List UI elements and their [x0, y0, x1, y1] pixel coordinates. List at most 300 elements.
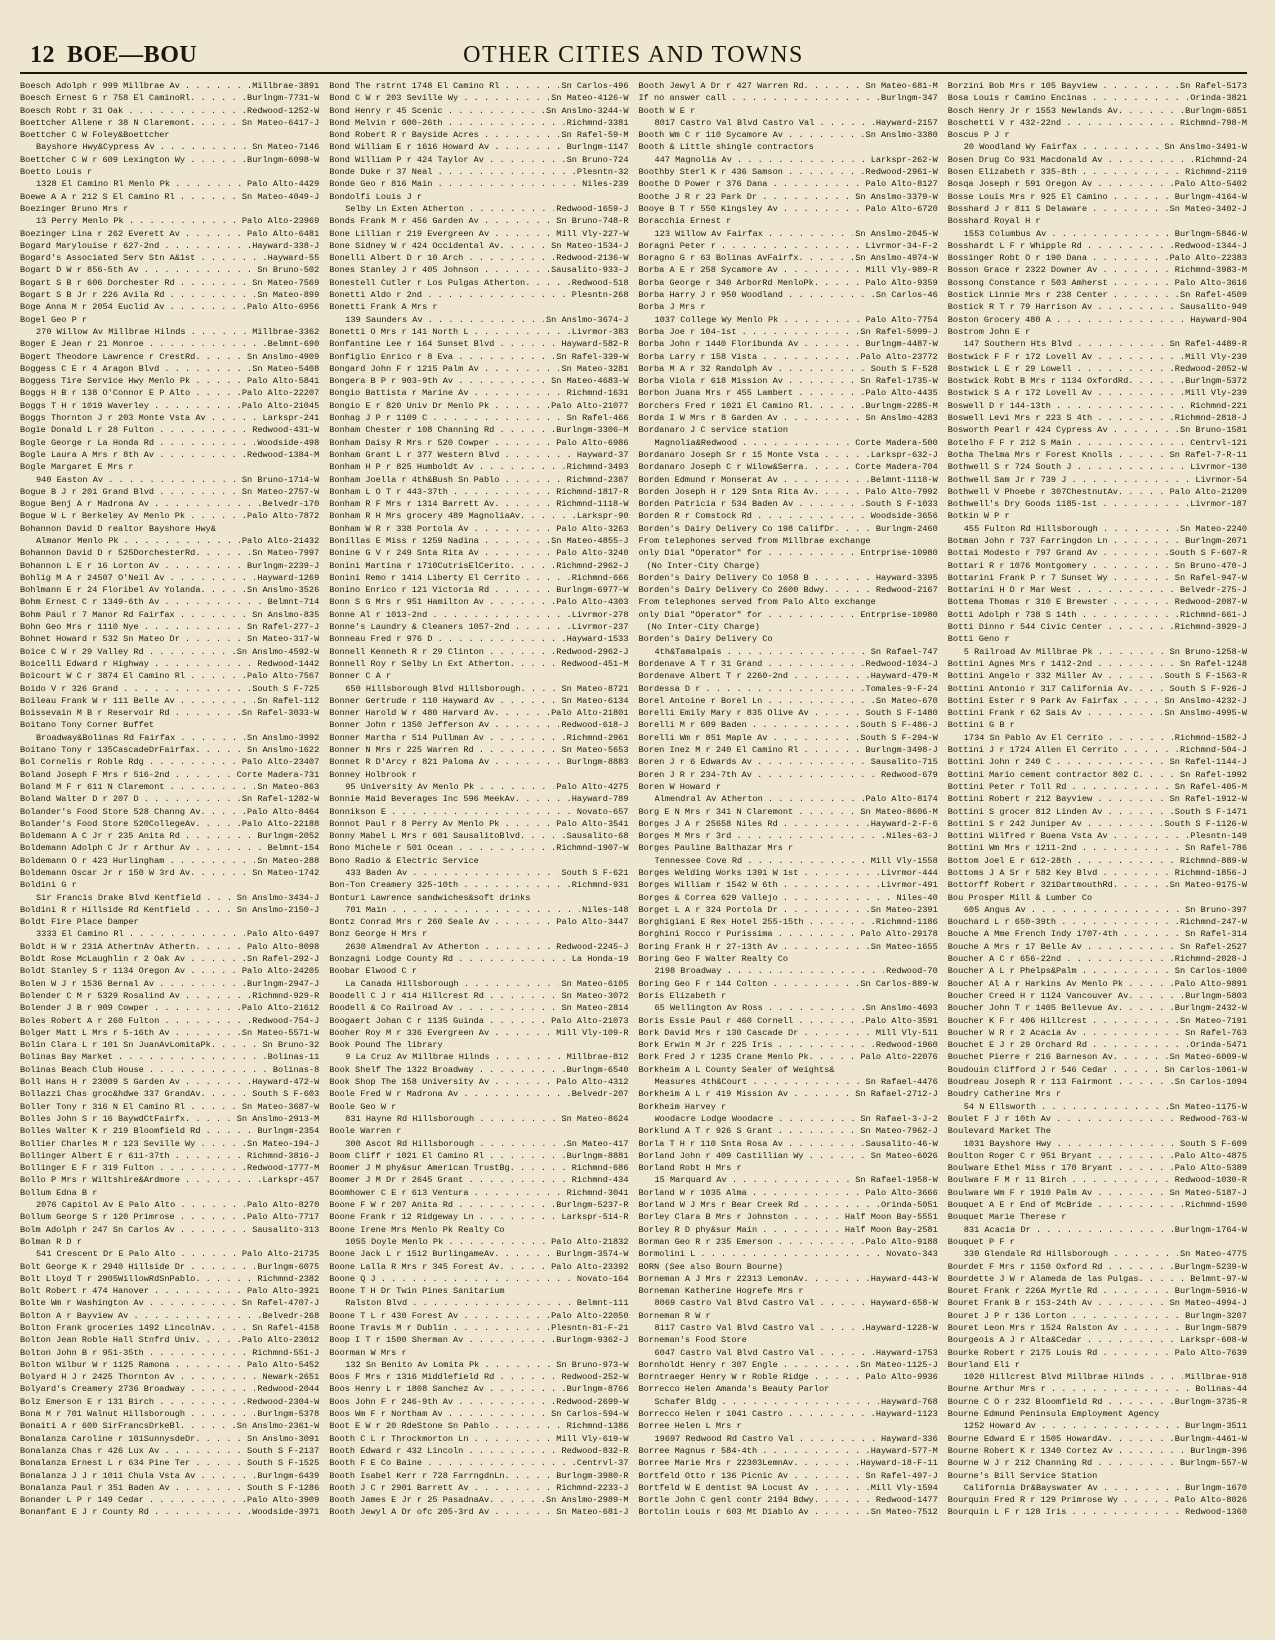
listing-phone: Burlngm-5239-W	[1174, 1261, 1247, 1272]
listing-name: Borden Edmund r Monserat Av . . .	[639, 474, 869, 486]
listing-phone: Palo Alto-22076	[860, 1052, 938, 1063]
listing-name: Boldemann Oscar Jr r 150 W 3rd Av. . . .	[20, 867, 250, 879]
listing-entry	[948, 1027, 1247, 1039]
listing-phone: Sn Mateo-6134	[561, 695, 629, 706]
listing-name: Boland M F r 611 N Claremont . . .	[20, 781, 255, 793]
listing-entry	[20, 818, 319, 830]
listing-phone: Sn Rafel-1992	[1179, 769, 1247, 780]
listing-entry	[20, 1457, 319, 1469]
listing-name: 20 Woodland Wy Fairfax . . .	[964, 141, 1163, 153]
listing-phone: Burlngm-6075	[257, 1261, 320, 1272]
listing-name: Bostwick Robt B Mrs r 1134 OxfordRd. . . .	[948, 375, 1183, 387]
listing-entry	[20, 1199, 319, 1211]
listing-entry	[20, 80, 319, 92]
listing-name: Borneman A J Mrs r 22313 LemonAv. . . .	[639, 1273, 869, 1285]
listing-phone: Burlngm-6851	[1185, 105, 1247, 116]
listing-entry	[948, 461, 1247, 473]
listing-heading: Bosshard Royal H r	[947, 216, 1041, 227]
listing-entry	[639, 1113, 938, 1125]
listing-entry	[948, 965, 1247, 977]
listing-entry	[948, 486, 1247, 498]
listing-phone: Richmnd-2387	[566, 474, 629, 485]
listing-phone: Hayward-18-F-11	[860, 1458, 938, 1469]
listing-entry	[20, 1248, 319, 1260]
listing-phone: Palo Alto-3447	[556, 917, 629, 928]
listing-entry	[948, 1371, 1247, 1383]
listing-entry	[948, 252, 1247, 264]
listing-phone: Burlngm-9362-J	[556, 1335, 629, 1346]
listing-entry	[639, 1027, 938, 1039]
listing-name: Boren J r 6 Edwards Av . . .	[639, 756, 869, 768]
listing-name: Boos John F r 246-9th Av . . .	[329, 1396, 554, 1408]
listing-name: Boucher Al A r Harkins Av Menlo Pk . . .	[948, 978, 1173, 990]
listing-entry	[329, 375, 628, 387]
listing-name: Bostwick F F r 172 Lovell Av . . .	[948, 351, 1183, 363]
listing-name: Borland John r 409 Castillian Wy . . .	[639, 1150, 869, 1162]
listing-name: Boldt Rose McLaughlin r 2 Oak Av . . .	[20, 953, 245, 965]
listing-phone: Half Moon Bay-2581	[844, 1224, 938, 1235]
listing-entry	[20, 990, 319, 1002]
listing-name: Book Shop The 158 University Av . . .	[329, 1076, 554, 1088]
listing-entry	[329, 338, 628, 350]
listing-name: Bontz Conrad Mrs r 260 Seale Av . . .	[329, 916, 554, 928]
listing-entry	[20, 400, 319, 412]
listing-name: Borba John r 1440 Floribunda Av . . .	[639, 338, 864, 350]
listing-entry	[948, 92, 1247, 104]
listing-entry	[329, 646, 628, 658]
listing-phone: Hayward-789	[571, 794, 629, 805]
listing-phone: Niles-40	[896, 892, 938, 903]
listing-name: Bordenave Albert T r 2260-2nd . . .	[639, 670, 869, 682]
listing-entry	[20, 154, 319, 166]
listing-entry	[20, 240, 319, 252]
listing-name: 1037 College Wy Menlo Pk . . .	[655, 314, 864, 326]
listing-name: Bottini Ester r 9 Park Av Fairfax . . .	[948, 695, 1163, 707]
listing-phone: Plesntn-32	[576, 167, 629, 178]
listing-phone: Burlngm-3306-M	[556, 425, 629, 436]
listing-phone: South S F-1286	[247, 1482, 320, 1493]
listing-phone: Bolinas-11	[267, 1052, 320, 1063]
listing-phone: South S F-528	[870, 363, 938, 374]
listing-phone: Sn Bruno-973-W	[556, 1359, 629, 1370]
listing-phone: Belvedr-268	[262, 1310, 320, 1321]
listing-name: Bone Lillian r 219 Evergreen Av . . .	[329, 228, 554, 240]
listing-heading: Boulevard Market The	[947, 1126, 1051, 1137]
listing-entry	[20, 646, 319, 658]
listing-entry	[20, 978, 319, 990]
listing-phone: Sn Mateo-6105	[561, 978, 629, 989]
listing-name: 2630 Almendral Av Atherton . . .	[345, 941, 554, 953]
listing-name: Bolm Adolph r 247 Sn Carlos Av . . .	[20, 1224, 250, 1236]
listing-name: Bono Michele r 501 Ocean . . .	[329, 842, 554, 854]
listing-column-2	[329, 80, 628, 1519]
listing-name: 1020 Hillcrest Blvd Millbrae Hilnds . . .	[964, 1371, 1183, 1383]
listing-entry	[639, 326, 938, 338]
listing-entry	[20, 892, 319, 904]
listing-phone: Redwood-2087-W	[1174, 597, 1247, 608]
listing-entry	[20, 1064, 319, 1076]
listing-entry	[20, 117, 319, 129]
listing-phone: Sn Rafel-1735-W	[860, 376, 938, 387]
listing-entry	[639, 264, 938, 276]
listing-name: Borba A E r 258 Sycamore Av . . .	[639, 264, 864, 276]
listing-entry	[20, 1408, 319, 1420]
listing-entry	[948, 806, 1247, 818]
listing-name: Boggess C E r 4 Aragon Blvd . . .	[20, 363, 250, 375]
listing-name: Bottai Modesto r 797 Grand Av . . .	[948, 547, 1168, 559]
listing-name: Boggs H B r 138 O'Connor E P Alto . . .	[20, 387, 240, 399]
listing-phone: Sn Mateo-5653	[561, 745, 629, 756]
listing-phone: Belvedr-275-J	[1179, 585, 1247, 596]
listing-phone: Richmnd-3983-M	[1174, 265, 1247, 276]
listing-name: Bongera B P r 903-9th Av . . .	[329, 375, 549, 387]
listing-phone: Richmnd-1907-W	[556, 843, 629, 854]
listing-name: Boezinger Lina r 262 Everett Av . . .	[20, 228, 245, 240]
listing-phone: Palo Alto-8098	[247, 941, 320, 952]
listing-entry	[20, 1396, 319, 1408]
listing-name: Boone Frank r 12 Ridgeway Ln . . .	[329, 1211, 559, 1223]
listing-entry	[329, 363, 628, 375]
listing-phone: Sn Mateo-1655	[870, 941, 938, 952]
listing-phone: Half Moon Bay-5551	[844, 1212, 938, 1223]
listing-phone: Sn Mateo-4126-W	[551, 93, 629, 104]
listing-name: California Dr&Bayswater Av . . .	[964, 1482, 1183, 1494]
listing-entry	[948, 732, 1247, 744]
listing-phone: Redwood-2962-J	[556, 646, 629, 657]
listing-name: Bond William E r 1616 Howard Av . . .	[329, 141, 564, 153]
listing-phone: Palo Alto-3240	[556, 548, 629, 559]
listing-phone: Redwood-754-J	[252, 1015, 320, 1026]
listing-entry	[329, 1211, 628, 1223]
listing-phone: Sn Mateo-1175-W	[1169, 1101, 1247, 1112]
listing-phone: Sn Anslmo-3091	[247, 1433, 320, 1444]
listing-entry	[20, 609, 319, 621]
listing-name: Bornholdt Henry r 307 Engle . . .	[639, 1359, 859, 1371]
listing-entry	[639, 793, 938, 805]
listing-entry	[329, 1051, 628, 1063]
listing-phone: Redwood-763-W	[1179, 1113, 1247, 1124]
listing-phone: Palo Alto-9188	[865, 1236, 938, 1247]
listing-phone: Sn Rafel-1282-W	[241, 794, 320, 805]
listing-entry	[948, 1322, 1247, 1334]
listing-phone: Palo Alto-4303	[556, 597, 629, 608]
listing-phone: Orinda-5471	[1190, 1040, 1247, 1051]
listing-entry	[639, 92, 938, 104]
listing-phone: Redwood-2136-W	[556, 253, 629, 264]
listing-name: Bolinas Beach Club House . . .	[20, 1064, 271, 1076]
listing-phone: Palo Alto-21045	[241, 400, 320, 411]
listing-phone: Sn Mateo-8606-M	[860, 806, 938, 817]
listing-name: Bonds Frank M r 456 Garden Av . . .	[329, 215, 554, 227]
listing-name: 1055 Doyle Menlo Pk . . .	[345, 1236, 549, 1248]
listing-heading: (No Inter-City Charge)	[646, 560, 760, 571]
listing-name: Boucher W R r 2 Acacia Av . . .	[948, 1027, 1183, 1039]
listing-phone: Palo Alto-5841	[247, 376, 320, 387]
listing-phone: Redwood-1034-J	[865, 658, 938, 669]
listing-name: Bourdette J W r Alameda de las Pulgas. . . .	[948, 1273, 1189, 1285]
listing-name: Boucher A L r Phelps&Palm . . .	[948, 965, 1173, 977]
listing-entry	[329, 879, 628, 891]
listing-entry	[948, 178, 1247, 190]
listing-entry	[948, 228, 1247, 240]
listing-phone: Palo Alto-4875	[1174, 1150, 1247, 1161]
listing-name: Bouret Frank r 226A Myrtle Rd . . .	[948, 1285, 1173, 1297]
listing-entry	[329, 129, 628, 141]
listing-entry	[20, 830, 319, 842]
listing-phone: Palo Alto-23012	[241, 1335, 320, 1346]
listing-phone: Burlngm-8766	[566, 1384, 629, 1395]
listing-phone: Redwood-252-W	[561, 1372, 629, 1383]
listing-name: Borntraeger Henry W r Roble Ridge . . .	[639, 1371, 864, 1383]
listing-entry	[639, 289, 938, 301]
listing-entry	[639, 1457, 938, 1469]
listing-name: Bohannon David D r 525DorchesterRd. . . .	[20, 547, 250, 559]
listing-entry	[20, 1162, 319, 1174]
listing-entry	[20, 535, 319, 547]
listing-phone: Hayward-1753	[875, 1347, 938, 1358]
listing-name: Bolton Frank groceries 1492 LincolnAv. . . .	[20, 1322, 250, 1334]
listing-name: Boston Grocery 480 A . . .	[948, 314, 1189, 326]
listing-name: Bottema Thomas r 310 E Brewster . . .	[948, 596, 1173, 608]
listing-name: Bourne Edward E r 1505 HowardAv. . . .	[948, 1433, 1173, 1445]
listing-phone: Palo Alto-3591	[865, 1015, 938, 1026]
listing-phone: Redwood-2167	[875, 585, 938, 596]
listing-phone: Sn Anslmo-2913-M	[236, 1113, 320, 1124]
listing-entry	[948, 474, 1247, 486]
listing-name: Bosworth Pearl r 424 Cypress Av . . .	[948, 424, 1178, 436]
listing-entry	[639, 1236, 938, 1248]
listing-name: Bonham Grant L r 377 Western Blvd . . .	[329, 449, 575, 461]
listing-phone: Larkspr-632-J	[870, 449, 938, 460]
listing-entry	[948, 560, 1247, 572]
listing-name: 15 Marquard Av . . .	[655, 1174, 854, 1186]
listing-name: Bourquin Fred R r 129 Primrose Wy . . .	[948, 1494, 1173, 1506]
listing-entry	[639, 830, 938, 842]
listing-phone: South S F-2137	[247, 1445, 320, 1456]
listing-name: Boles Robert A r 260 Fulton . . .	[20, 1015, 250, 1027]
listing-name: Bogie Donald L r 28 Fulton . . .	[20, 424, 250, 436]
page-number: 12	[30, 42, 55, 68]
listing-heading: Bogel Geo P r	[20, 314, 88, 325]
listing-phone: South S F-486-J	[860, 720, 938, 731]
listing-entry	[948, 535, 1247, 547]
listing-entry	[329, 633, 628, 645]
listing-entry	[20, 1051, 319, 1063]
listing-phone: Corte Madera-500	[855, 437, 938, 448]
listing-entry	[329, 842, 628, 854]
listing-phone: Newark-2651	[262, 1372, 320, 1383]
listing-entry	[639, 314, 938, 326]
listing-name: Borden's Dairy Delivery Co 2600 Bdwy. . . .	[639, 584, 874, 596]
listing-phone: Sn Bruno-748-R	[556, 216, 629, 227]
listing-entry	[329, 105, 628, 117]
listing-phone: Richmnd-3816-J	[247, 1150, 320, 1161]
listing-entry	[948, 449, 1247, 461]
listing-phone: Burlngm-347	[881, 93, 938, 104]
listing-phone: Livrmor-187	[1190, 499, 1247, 510]
listing-name: Bottini John r 240 C . . .	[948, 756, 1168, 768]
listing-entry	[948, 154, 1247, 166]
listing-phone: Sn Rafel-5173	[1179, 81, 1247, 91]
listing-phone: Novato-657	[576, 806, 629, 817]
listing-phone: Burlngm-396	[1190, 1445, 1247, 1456]
listing-phone: Sausalito-313	[252, 1224, 320, 1235]
listing-phone: Redwood-2304-W	[247, 1396, 320, 1407]
listing-name: Bonham Chester r 108 Channing Rd . . .	[329, 424, 554, 436]
listing-entry	[20, 695, 319, 707]
listing-name: Borree Magnus r 584-4th . . .	[639, 1445, 869, 1457]
listing-entry	[329, 474, 628, 486]
listing-entry	[20, 1027, 319, 1039]
listing-name: Bottorff Robert r 321DartmouthRd. . . .	[948, 879, 1168, 891]
listing-entry	[329, 547, 628, 559]
listing-name: Boos F Mrs r 1316 Middlefield Rd . . .	[329, 1371, 559, 1383]
listing-entry	[948, 1273, 1247, 1285]
listing-phone: Sn Carlos-594-W	[551, 1409, 629, 1420]
listing-phone: Richmnd-221	[1190, 400, 1247, 411]
listing-name: Booth Jewyl A Dr r 427 Warren Rd. . . .	[639, 80, 864, 92]
listing-name: Borba Harry J r 950 Woodland . . .	[639, 289, 874, 301]
listing-phone: Palo Alto-9891	[1174, 978, 1247, 989]
listing-entry	[20, 1371, 319, 1383]
listing-phone: Sn Anslmo-2361-W	[236, 1421, 320, 1432]
listing-entry	[20, 178, 319, 190]
listing-name: 447 Magnolia Av . . .	[655, 154, 869, 166]
listing-entry	[948, 941, 1247, 953]
listing-entry	[948, 1015, 1247, 1027]
listing-phone: South S F-1033	[865, 499, 938, 510]
listing-entry	[948, 1506, 1247, 1518]
listing-name: If no answer call . . .	[639, 92, 880, 104]
listing-phone: Richmnd-434	[571, 1175, 629, 1186]
listing-entry	[639, 1224, 938, 1236]
listing-name: Bond C W r 203 Seville Wy . . .	[329, 92, 549, 104]
listing-entry	[20, 1433, 319, 1445]
listing-phone: Richmnd-661-J	[1179, 609, 1247, 620]
listing-phone: Sn Mateo-417	[566, 1138, 629, 1149]
listing-entry	[639, 166, 938, 178]
listing-phone: Woodside-3971	[252, 1507, 320, 1518]
listing-phone: Burlngm-4487-W	[865, 339, 938, 350]
listing-phone: Burlngm-6098-W	[247, 154, 320, 165]
listing-entry	[329, 486, 628, 498]
listing-phone: Sn Rafael-2712-J	[855, 1089, 938, 1100]
listing-name: 8069 Castro Val Blvd Castro Val . . .	[655, 1297, 869, 1309]
listing-phone: Redwood-832-R	[561, 1445, 629, 1456]
listing-name: Bongard John F r 1215 Palm Av . . .	[329, 363, 559, 375]
listing-phone: Sn Mateo-1125-J	[860, 1359, 938, 1370]
listing-phone: Redwood-1442	[257, 658, 320, 669]
listing-name: Boomhower C E r 613 Ventura . . .	[329, 1187, 564, 1199]
listing-phone: Sn Anslmo-1622	[247, 745, 320, 756]
listing-heading: Boettcher C W Foley&Boettcher	[20, 130, 170, 141]
listing-name: Bostick Linnie Mrs r 238 Center . . .	[948, 289, 1178, 301]
listing-name: Boodell & Co Railroad Av . . .	[329, 1002, 559, 1014]
listing-phone: Palo Alto-24205	[241, 966, 320, 977]
listing-phone: Palo Alto-22207	[241, 388, 320, 399]
listing-phone: Sn Rafel-3033-W	[241, 708, 320, 719]
listing-entry	[948, 351, 1247, 363]
listing-name: Boggs Thornton J r 203 Monte Vsta Av . . .	[20, 412, 261, 424]
listing-name: 54 N Ellsworth . . .	[964, 1101, 1168, 1113]
listing-name: Bottarini H D r Mar West . . .	[948, 584, 1178, 596]
listing-name: Bosshardt L F r Whipple Rd . . .	[948, 240, 1173, 252]
listing-phone: Sn Anslmo-3674-J	[545, 314, 629, 325]
listing-phone: Sn Mateo-2814	[561, 1003, 629, 1014]
listing-name: Booye B T r 550 Kingsley Av . . .	[639, 203, 864, 215]
listing-entry	[639, 1150, 938, 1162]
listing-entry	[20, 1076, 319, 1088]
listing-heading: Boezinger Bruno Mrs r	[20, 203, 129, 214]
listing-name: 1553 Columbus Av . . .	[964, 228, 1173, 240]
listing-name: Boot E W r 20 RdeStone Sn Pablo . . .	[329, 1420, 564, 1432]
listing-name: Bolz Emerson E r 131 Birch . . .	[20, 1396, 245, 1408]
listing-phone: Sn Mateo-3402-J	[1169, 203, 1247, 214]
listing-phone: Sn Mateo-670	[875, 695, 938, 706]
listing-entry	[948, 904, 1247, 916]
listing-entry	[20, 1002, 319, 1014]
listing-entry	[329, 1064, 628, 1076]
listing-phone: Hayward-2-F-6	[870, 818, 938, 829]
listing-name: Boone F W r 207 Anita Rd . . .	[329, 1199, 554, 1211]
listing-name: Boulware F M r 11 Birch . . .	[948, 1174, 1173, 1186]
listing-entry	[948, 301, 1247, 313]
listing-name: Boland Joseph F Mrs r 516-2nd . . .	[20, 769, 235, 781]
listing-entry	[329, 400, 628, 412]
listing-phone: Sn Mateo-7146	[252, 142, 320, 153]
listing-heading: Borkheim Harvey r	[638, 1101, 727, 1112]
listing-phone: Mill Vly-1594	[870, 1482, 938, 1493]
listing-phone: Centrvl-121	[1190, 437, 1247, 448]
listing-name: Bortfeld W E dentist 9A Locust Av . . .	[639, 1482, 869, 1494]
listing-name: Bostick R T r 79 Harrison Av . . .	[948, 301, 1178, 313]
listing-entry	[948, 744, 1247, 756]
listing-name: Bolger Matt L Mrs r 5-16th Av . . .	[20, 1027, 240, 1039]
listing-entry	[639, 1076, 938, 1088]
listing-name: Booth C L r Throckmorton Ln . . .	[329, 1433, 554, 1445]
listing-phone: Palo Alto-5402	[1174, 179, 1247, 190]
listing-entry	[329, 1113, 628, 1125]
listing-name: Boodell C J r 414 Hillcrest Rd . . .	[329, 990, 559, 1002]
listing-name: 541 Crescent Dr E Palo Alto . . .	[36, 1248, 240, 1260]
listing-name: Bonelli Albert D r 10 Arch . . .	[329, 252, 554, 264]
listing-entry	[948, 1420, 1247, 1432]
listing-entry	[639, 1187, 938, 1199]
listing-entry	[20, 1150, 319, 1162]
listing-entry	[329, 978, 628, 990]
listing-phone: Orinda-3821	[1190, 93, 1247, 104]
listing-name: Bonestell Cutler r Los Pulgas Atherton. . . .	[329, 277, 570, 289]
listing-entry	[948, 400, 1247, 412]
listing-phone: Sn Bruno-32	[262, 1040, 320, 1051]
listing-name: Borley Clara B Mrs r Johnston . . .	[639, 1211, 843, 1223]
listing-entry	[948, 1064, 1247, 1076]
listing-phone: Sn Mateo-2391	[870, 904, 938, 915]
listing-phone: Palo Alto-6956	[247, 302, 320, 313]
listing-name: Boulware Wm F r 1910 Palm Av . . .	[948, 1187, 1168, 1199]
listing-phone: Hayward-658-W	[870, 1298, 938, 1309]
listing-entry	[329, 658, 628, 670]
listing-phone: Palo Alto-7567	[247, 671, 320, 682]
listing-entry	[329, 756, 628, 768]
listing-phone: Palo Alto-21432	[241, 535, 320, 546]
listing-entry	[639, 449, 938, 461]
listing-entry	[948, 1051, 1247, 1063]
listing-name: Bonnell Kenneth R r 29 Clinton . . .	[329, 646, 554, 658]
listing-heading: Boren W Howard r	[638, 781, 722, 792]
listing-phone: Corte Madera-731	[236, 769, 320, 780]
listing-name: Booth Edward r 432 Lincoln . . .	[329, 1445, 559, 1457]
